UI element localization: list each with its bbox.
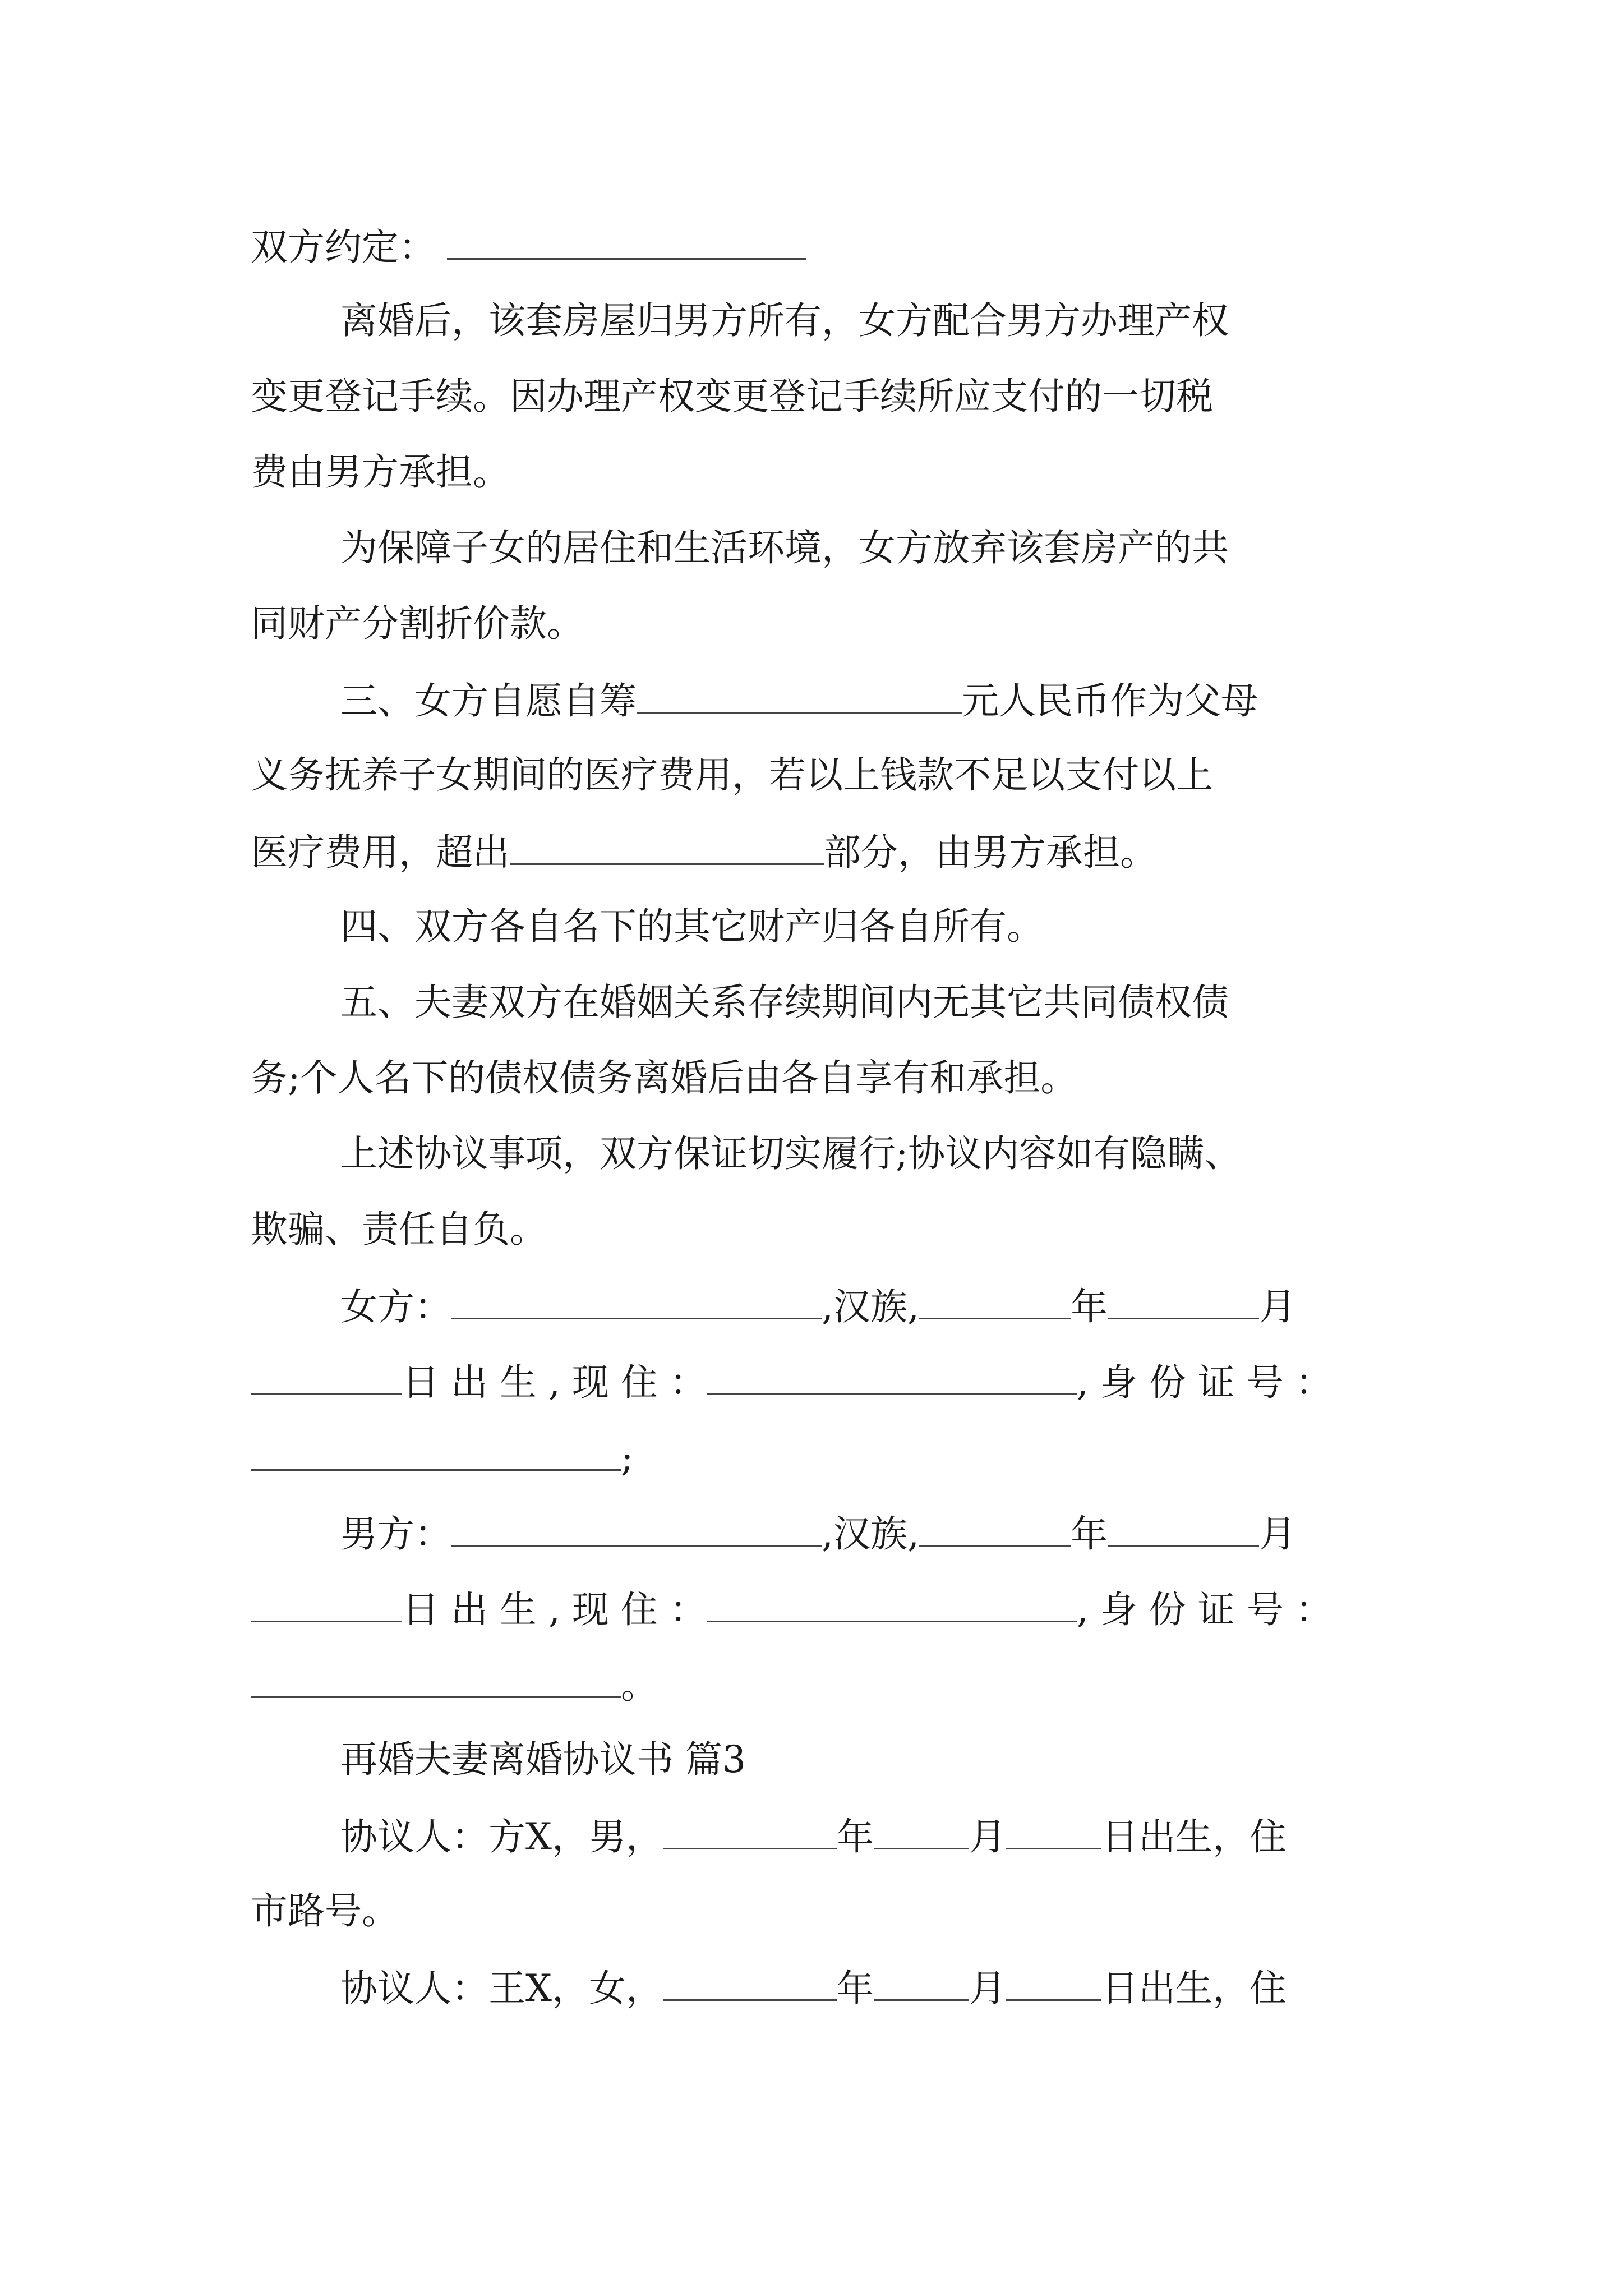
line-text: 女方： xyxy=(340,1285,451,1328)
text-line xyxy=(251,1889,1384,1934)
paragraph-line xyxy=(340,1510,1384,1555)
fill-in-blank xyxy=(663,1813,837,1849)
text-line xyxy=(251,450,1384,495)
line-text: 。 xyxy=(621,1664,658,1707)
paragraph-line xyxy=(340,1131,1384,1176)
line-text: 市路号。 xyxy=(251,1889,399,1932)
text-line xyxy=(251,1586,1384,1631)
line-text: ,汉族, xyxy=(822,1512,919,1556)
line-text: 元人民币作为父母 xyxy=(962,679,1258,723)
paragraph-line xyxy=(340,1813,1384,1858)
text-line xyxy=(251,374,1384,419)
line-text: 月 xyxy=(1258,1285,1296,1328)
fill-in-blank xyxy=(663,1964,837,2001)
fill-in-blank xyxy=(251,1434,621,1471)
fill-in-blank xyxy=(874,1813,969,1849)
fill-in-blank xyxy=(874,1964,969,2001)
line-text: 为保障子女的居住和生活环境，女方放弃该套房产的共 xyxy=(340,526,1229,569)
line-text: 年 xyxy=(1070,1512,1108,1556)
text-line xyxy=(251,1434,1384,1479)
line-text: 协议人：王X，女， xyxy=(340,1967,663,2010)
paragraph-line xyxy=(340,526,1384,570)
fill-in-blank xyxy=(251,1586,402,1622)
text-line xyxy=(251,1359,1384,1404)
text-line xyxy=(251,1662,1384,1706)
line-text: 年 xyxy=(1070,1285,1108,1328)
fill-in-blank xyxy=(1108,1283,1259,1319)
line-text: 日出生，住 xyxy=(1101,1815,1287,1858)
fill-in-blank xyxy=(447,223,806,260)
line-text: , 身 份 证 号 ： xyxy=(1076,1588,1332,1631)
fill-in-blank xyxy=(637,677,962,714)
paragraph-line xyxy=(340,1964,1384,2009)
fill-in-blank xyxy=(451,1510,822,1547)
text-line xyxy=(251,223,1384,268)
line-text: 日 出 生 , 现 住 ： xyxy=(402,1588,707,1631)
fill-in-blank xyxy=(451,1283,822,1319)
line-text: 离婚后，该套房屋归男方所有，女方配合男方办理产权 xyxy=(340,299,1229,342)
fill-in-blank xyxy=(707,1586,1077,1622)
line-text: 双方约定： xyxy=(251,226,436,269)
paragraph-line xyxy=(340,904,1384,949)
line-text: 月 xyxy=(969,1967,1006,2010)
line-text: 医疗费用，超出 xyxy=(251,831,510,874)
heading-text: 再婚夫妻离婚协议书 篇3 xyxy=(340,1738,746,1781)
text-line xyxy=(251,601,1384,646)
line-text: 日 出 生 , 现 住 ： xyxy=(402,1361,707,1404)
text-line xyxy=(251,1207,1384,1252)
line-text: ; xyxy=(621,1437,634,1480)
text-line xyxy=(251,829,1384,873)
fill-in-blank xyxy=(707,1359,1077,1395)
line-text: 年 xyxy=(837,1815,874,1858)
line-text: 月 xyxy=(1258,1512,1296,1556)
fill-in-blank xyxy=(1006,1964,1101,2001)
text-line xyxy=(251,1056,1384,1101)
line-text: 部分，由男方承担。 xyxy=(824,831,1157,874)
line-text: 变更登记手续。因办理产权变更登记手续所应支付的一切税 xyxy=(251,375,1213,418)
line-text: 费由男方承担。 xyxy=(251,450,510,494)
line-text: 务;个人名下的债权债务离婚后由各自享有和承担。 xyxy=(251,1056,1078,1099)
line-text: 三、女方自愿自筹 xyxy=(340,679,637,723)
line-text: 日出生，住 xyxy=(1101,1967,1287,2010)
line-text: 上述协议事项，双方保证切实履行;协议内容如有隐瞒、 xyxy=(340,1132,1242,1175)
line-text: 男方： xyxy=(340,1512,451,1556)
line-text: ,汉族, xyxy=(822,1285,919,1328)
line-text: 月 xyxy=(969,1815,1006,1858)
line-text: , 身 份 证 号 ： xyxy=(1076,1361,1332,1404)
fill-in-blank xyxy=(919,1283,1071,1319)
line-text: 协议人：方X，男， xyxy=(340,1815,663,1858)
line-text: 义务抚养子女期间的医疗费用，若以上钱款不足以支付以上 xyxy=(251,753,1213,797)
text-line xyxy=(251,753,1384,798)
fill-in-blank xyxy=(251,1359,402,1395)
fill-in-blank xyxy=(251,1662,621,1698)
line-text: 四、双方各自名下的其它财产归各自所有。 xyxy=(340,905,1044,948)
paragraph-line xyxy=(340,298,1384,343)
section-heading xyxy=(340,1737,1384,1782)
paragraph-line xyxy=(340,677,1384,722)
line-text: 同财产分割折价款。 xyxy=(251,602,584,645)
fill-in-blank xyxy=(919,1510,1071,1547)
fill-in-blank xyxy=(1108,1510,1259,1547)
paragraph-line xyxy=(340,1283,1384,1328)
line-text: 年 xyxy=(837,1967,874,2010)
paragraph-line xyxy=(340,980,1384,1025)
fill-in-blank xyxy=(1006,1813,1101,1849)
line-text: 五、夫妻双方在婚姻关系存续期间内无其它共同债权债 xyxy=(340,981,1229,1024)
line-text: 欺骗、责任自负。 xyxy=(251,1208,547,1251)
fill-in-blank xyxy=(510,829,824,865)
